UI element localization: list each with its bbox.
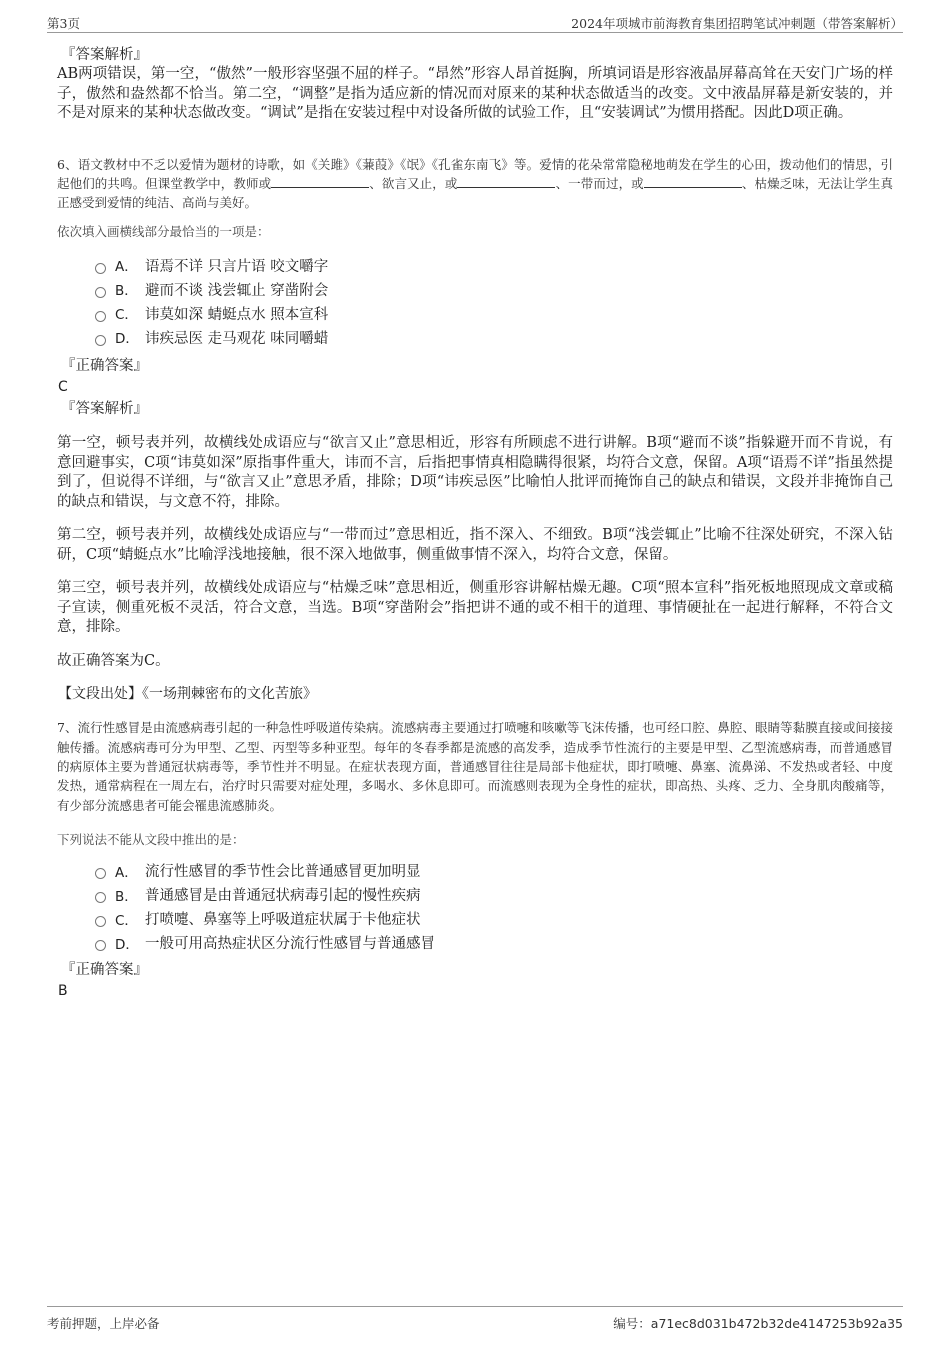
option-text: 讳疾忌医 走马观花 味同嚼蜡 bbox=[145, 330, 329, 347]
answer-blank bbox=[271, 175, 369, 188]
footer-slogan: 考前押题，上岸必备 bbox=[47, 1316, 160, 1331]
option-a[interactable] bbox=[95, 859, 893, 883]
option-a[interactable] bbox=[95, 253, 893, 277]
question-stem bbox=[57, 155, 893, 213]
radio-icon[interactable] bbox=[95, 287, 106, 298]
explain-conclusion: 故正确答案为C。 bbox=[57, 652, 170, 669]
explain-paragraph: 第一空，顿号表并列，故横线处成语应与“欲言又止”意思相近，形容有所顾虑不进行讲解。B项“避而不谈”指躲避开而不肯说，有意回避事实，C项“讳莫如深”原指事件重大，讳而不言，后指把事情真相隐瞒得很紧，均符合文意，保留。A项“语焉不详”指虽然提到了，但说得不详细，与“欲言又止”意思矛盾，排除；D项“讳疾忌医”比喻怕人批评而掩饰自己的缺点和错误，文段并非掩饰自己的缺点和错误，与文意不符，排除。 bbox=[57, 435, 893, 510]
radio-icon[interactable] bbox=[95, 263, 106, 274]
page-content bbox=[57, 46, 893, 1001]
option-d[interactable] bbox=[95, 931, 893, 955]
option-d[interactable] bbox=[95, 325, 893, 349]
answer-label: 『正确答案』 bbox=[61, 358, 148, 375]
option-letter: B． bbox=[115, 283, 138, 300]
option-c[interactable] bbox=[95, 301, 893, 325]
stem-part: 、欲言又止，或 bbox=[369, 175, 458, 191]
option-text: 普通感冒是由普通冠状病毒引起的慢性疾病 bbox=[145, 888, 421, 905]
option-text: 语焉不详 只言片语 咬文嚼字 bbox=[145, 258, 329, 275]
radio-icon[interactable] bbox=[95, 335, 106, 346]
radio-icon[interactable] bbox=[95, 892, 106, 903]
answer-blank bbox=[457, 175, 555, 188]
answer-label: 『正确答案』 bbox=[61, 961, 148, 978]
q5-explanation-block bbox=[57, 46, 893, 124]
option-letter: A． bbox=[115, 259, 138, 276]
answer-value: B bbox=[58, 982, 68, 999]
stem-part: 6、语文教材中不乏以爱情为题材的诗歌，如《关雎》《蒹葭》《氓》《孔雀东南飞》等。爱情的花朵常常隐秘地萌发在学生的心田，拨动他们的情思，引起他们的共鸣。但课堂教学中，教师或 bbox=[57, 156, 893, 191]
explain-label: 『答案解析』 bbox=[61, 47, 148, 63]
option-text: 一般可用高热症状区分流行性感冒与普通感冒 bbox=[145, 936, 435, 953]
question-prompt: 依次填入画横线部分最恰当的一项是： bbox=[57, 224, 270, 240]
radio-icon[interactable] bbox=[95, 868, 106, 879]
page-footer bbox=[47, 1306, 903, 1331]
option-letter: D． bbox=[115, 936, 139, 953]
options-list bbox=[57, 253, 893, 349]
page-number: 第3页 bbox=[47, 16, 80, 31]
radio-icon[interactable] bbox=[95, 311, 106, 322]
source-citation: 【文段出处】《一场荆棘密布的文化苦旅》 bbox=[58, 686, 317, 703]
radio-icon[interactable] bbox=[95, 916, 106, 927]
option-b[interactable] bbox=[95, 277, 893, 301]
option-b[interactable] bbox=[95, 883, 893, 907]
code-value: a71ec8d031b472b32de4147253b92a35 bbox=[650, 1316, 903, 1331]
answer-blank bbox=[644, 175, 742, 188]
stem-part: 、枯燥乏味，无法让学生真正感受到爱情的纯洁、高尚与美好。 bbox=[57, 175, 893, 211]
option-text: 讳莫如深 蜻蜓点水 照本宣科 bbox=[145, 306, 329, 323]
option-letter: B． bbox=[115, 888, 138, 905]
stem-part: 、一带而过，或 bbox=[555, 175, 644, 191]
page-header bbox=[47, 12, 903, 33]
option-letter: C． bbox=[115, 912, 138, 929]
option-text: 避而不谈 浅尝辄止 穿凿附会 bbox=[145, 282, 329, 299]
document-code bbox=[613, 1314, 903, 1332]
option-letter: D． bbox=[115, 331, 139, 348]
question-stem: 7、流行性感冒是由流感病毒引起的一种急性呼吸道传染病。流感病毒主要通过打喷嚏和咳嗽等飞沫传播，也可经口腔、鼻腔、眼睛等黏膜直接或间接接触传播。流感病毒可分为甲型、乙型、丙型等多种亚型。每年的冬春季都是流感的高发季，造成季节性流行的主要是甲型、乙型流感病毒，而普通感冒的病原体主要为普通冠状病毒等，季节性并不明显。在症状表现方面，普通感冒往往是局部卡他症状，即打喷嚏、鼻塞、流鼻涕、不发热或者轻、中度发热，通常病程在一周左右，治疗时只需要对症处理，多喝水、多休息即可。而流感则表现为全身性的症状，即高热、头疼、乏力、全身肌肉酸痛等，有少部分流感患者可能会罹患流感肺炎。 bbox=[57, 720, 893, 813]
question-prompt: 下列说法不能从文段中推出的是： bbox=[57, 831, 245, 847]
explain-text: AB两项错误，第一空，“傲然”一般形容坚强不屈的样子。“昂然”形容人昂首挺胸，所填词语是形容液晶屏幕高耸在天安门广场的样子，傲然和盎然都不恰当。第二空，“调整”是指为适应新的情况而对原来的某种状态做适当的改变。文中液晶屏幕是新安装的，并不是对原来的某种状态做改变。“调试”是指在安装过程中对设备所做的试验工作，且“安装调试”为惯用搭配。因此D项正确。 bbox=[57, 66, 893, 121]
radio-icon[interactable] bbox=[95, 940, 106, 951]
explain-label: 『答案解析』 bbox=[61, 401, 148, 418]
explain-paragraph: 第三空，顿号表并列，故横线处成语应与“枯燥乏味”意思相近，侧重形容讲解枯燥无趣。C项“照本宣科”指死板地照现成文章或稿子宣读，侧重死板不灵活，符合文意，当选。B项“穿凿附会”指把讲不通的或不相干的道理、事情硬扯在一起进行解释，不符合文意，排除。 bbox=[57, 580, 893, 636]
question-7 bbox=[57, 718, 893, 1000]
question-6 bbox=[57, 155, 893, 705]
option-letter: A． bbox=[115, 864, 138, 881]
options-list bbox=[57, 859, 893, 955]
option-text: 流行性感冒的季节性会比普通感冒更加明显 bbox=[145, 864, 421, 881]
code-label: 编号： bbox=[613, 1316, 651, 1331]
answer-value: C bbox=[58, 379, 68, 396]
option-letter: C． bbox=[115, 307, 138, 324]
option-c[interactable] bbox=[95, 907, 893, 931]
explain-paragraph: 第二空，顿号表并列，故横线处成语应与“一带而过”意思相近，指不深入、不细致。B项“浅尝辄止”比喻不往深处研究，不深入钻研，C项“蜻蜓点水”比喻浮浅地接触，很不深入地做事，侧重做事情不深入，均符合文意，保留。 bbox=[57, 527, 893, 563]
document-title: 2024年项城市前海教育集团招聘笔试冲刺题（带答案解析） bbox=[571, 16, 903, 31]
option-text: 打喷嚏、鼻塞等上呼吸道症状属于卡他症状 bbox=[145, 912, 421, 929]
